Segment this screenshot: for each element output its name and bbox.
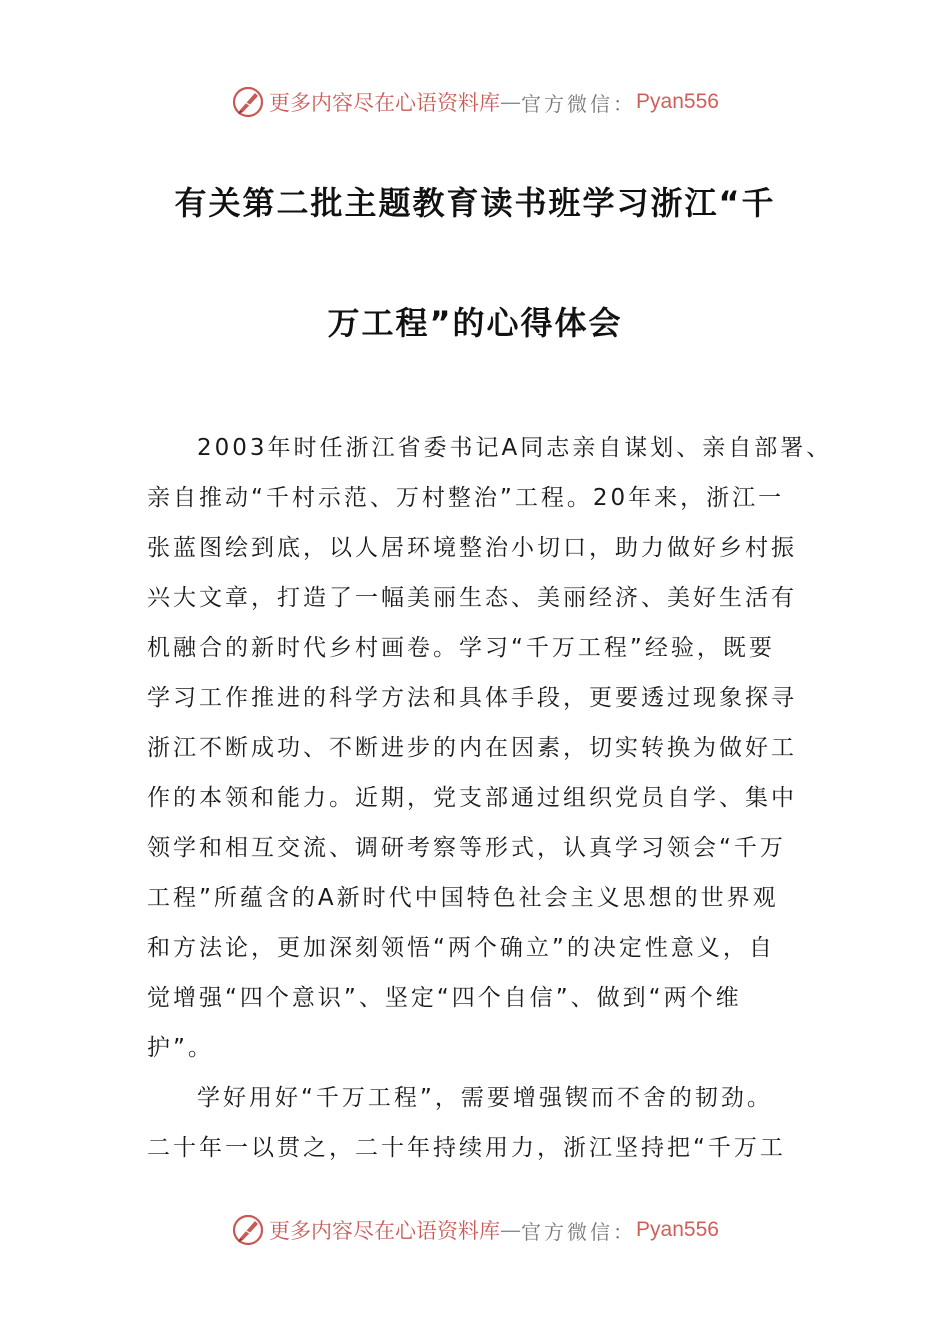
footer-watermark-banner — [0, 1210, 950, 1250]
body-line: 作的本领和能力。近期，党支部通过组织党员自学、集中 — [147, 785, 797, 811]
watermark-main-text: 更多内容尽在心语资料库 — [269, 91, 501, 115]
watermark-main-text: 更多内容尽在心语资料库 — [269, 1219, 501, 1243]
watermark-wechat-id: Pyan556 — [636, 90, 719, 113]
body-line: 浙江不断成功、不断进步的内在因素，切实转换为做好工 — [147, 735, 797, 761]
body-line: 护”。 — [147, 1035, 214, 1061]
body-line: 二十年一以贯之，二十年持续用力，浙江坚持把“千万工 — [147, 1135, 786, 1161]
body-line: 亲自推动“千村示范、万村整治”工程。20年来，浙江一 — [147, 485, 785, 511]
body-line: 学习工作推进的科学方法和具体手段，更要透过现象探寻 — [147, 685, 797, 711]
header-watermark-banner — [0, 82, 950, 122]
watermark-wechat-label: 官方微信： — [521, 91, 637, 116]
body-line: 工程”所蕴含的A新时代中国特色社会主义思想的世界观 — [147, 885, 779, 911]
watermark-dash: — — [500, 90, 522, 114]
watermark-wechat-label: 官方微信： — [521, 1219, 637, 1244]
body-line: 张蓝图绘到底，以人居环境整治小切口，助力做好乡村振 — [147, 535, 797, 561]
body-line: 学好用好“千万工程”，需要增强锲而不舍的韧劲。 — [197, 1085, 773, 1111]
body-line: 兴大文章，打造了一幅美丽生态、美丽经济、美好生活有 — [147, 585, 797, 611]
body-line: 2003年时任浙江省委书记A同志亲自谋划、亲自部署、 — [197, 435, 833, 461]
document-title-line-2: 万工程”的心得体会 — [327, 304, 623, 342]
pen-logo-icon — [231, 85, 265, 119]
body-line: 觉增强“四个意识”、坚定“四个自信”、做到“两个维 — [147, 985, 742, 1011]
watermark-wechat-id: Pyan556 — [636, 1218, 719, 1241]
pen-logo-icon — [231, 1213, 265, 1247]
document-body — [147, 423, 833, 1173]
document-title-line-1: 有关第二批主题教育读书班学习浙江“千 — [174, 184, 776, 222]
watermark-dash: — — [500, 1218, 522, 1242]
body-line: 和方法论，更加深刻领悟“两个确立”的决定性意义，自 — [147, 935, 775, 961]
body-line: 领学和相互交流、调研考察等形式，认真学习领会“千万 — [147, 835, 786, 861]
body-line: 机融合的新时代乡村画卷。学习“千万工程”经验，既要 — [147, 635, 775, 661]
